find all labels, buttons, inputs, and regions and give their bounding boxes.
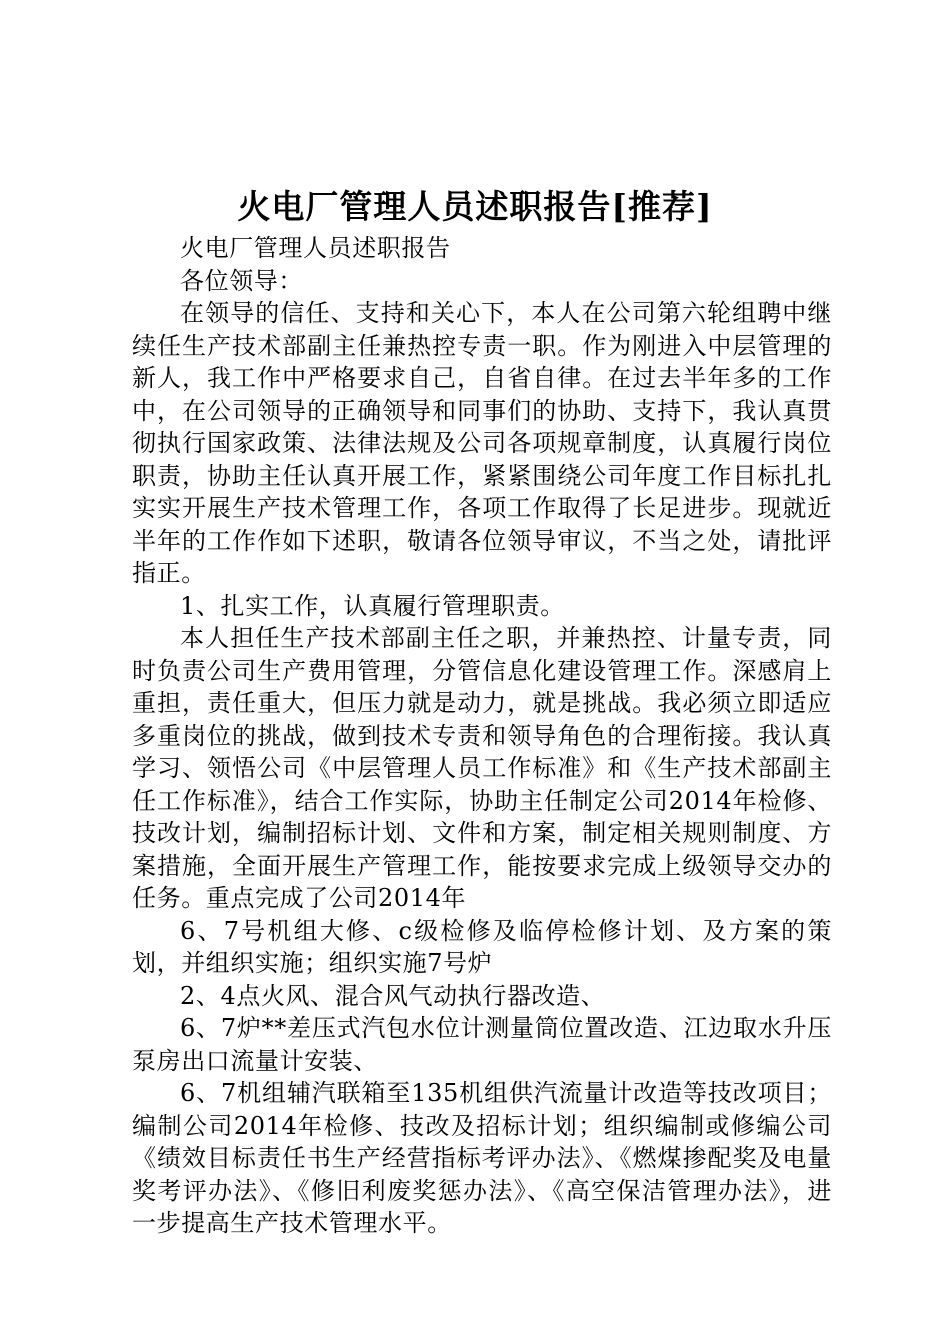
- document-title: 火电厂管理人员述职报告[推荐]: [237, 187, 713, 226]
- paragraph-subtitle: 火电厂管理人员述职报告: [180, 234, 451, 262]
- paragraph-overhaul: 6、7号机组大修、c级检修及临停检修计划、及方案的策划，并组织实施；组织实施7号炉: [132, 916, 832, 977]
- document-body: [132, 232, 832, 1240]
- paragraph-retrofit-1: 2、4点火风、混合风气动执行器改造、: [180, 981, 606, 1010]
- paragraph-section-heading: 1、扎实工作，认真履行管理职责。: [180, 591, 565, 620]
- paragraph-retrofit-2: 6、7炉**差压式汽包水位计测量筒位置改造、江边取水升压泵房出口流量计安装、: [132, 1014, 832, 1075]
- paragraph-retrofit-3: 6、7机组辅汽联箱至135机组供汽流量计改造等技改项目；编制公司2014年检修、技改及招标计划；组织编制或修编公司《绩效目标责任书生产经营指标考评办法》、《燃煤掺配奖及电量奖考评办法》、《修旧利废奖惩办法》、《高空保洁管理办法》，进一步提高生产技术管理水平。: [132, 1079, 832, 1237]
- paragraph-intro: 在领导的信任、支持和关心下，本人在公司第六轮组聘中继续任生产技术部副主任兼热控专责一职。作为刚进入中层管理的新人，我工作中严格要求自己，自省自律。在过去半年多的工作中，在公司领导的正确领导和同事们的协助、支持下，我认真贯彻执行国家政策、法律法规及公司各项规章制度，认真履行岗位职责，协助主任认真开展工作，紧紧围绕公司年度工作目标扎扎实实开展生产技术管理工作，各项工作取得了长足进步。现就近半年的工作作如下述职，敬请各位领导审议，不当之处，请批评指正。: [132, 299, 832, 587]
- paragraph-duties: 本人担任生产技术部副主任之职，并兼热控、计量专责，同时负责公司生产费用管理，分管信息化建设管理工作。深感肩上重担，责任重大，但压力就是动力，就是挑战。我必须立即适应多重岗位的挑战，做到技术专责和领导角色的合理衔接。我认真学习、领悟公司《中层管理人员工作标准》和《生产技术部副主任工作标准》，结合工作实际，协助主任制定公司2014年检修、技改计划，编制招标计划、文件和方案，制定相关规则制度、方案措施，全面开展生产管理工作，能按要求完成上级领导交办的任务。重点完成了公司2014年: [132, 624, 832, 912]
- paragraph-salutation: 各位领导：: [180, 266, 303, 295]
